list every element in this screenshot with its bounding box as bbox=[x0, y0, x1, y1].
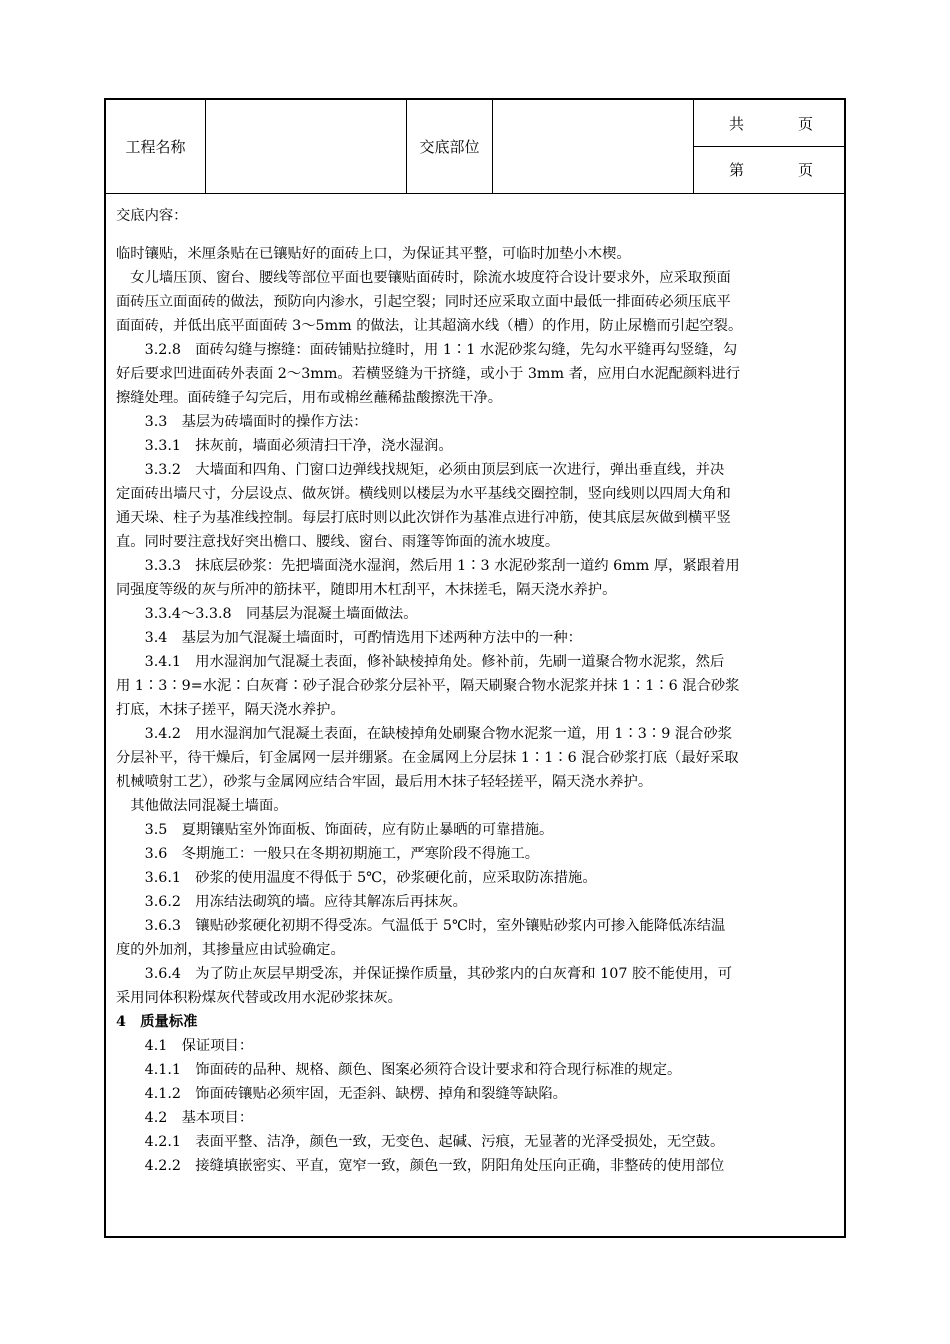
content-line: 3.5 夏期镶贴室外饰面板、饰面砖，应有防止暴晒的可靠措施。 bbox=[116, 822, 554, 838]
content-line: 临时镶贴，米厘条贴在已镶贴好的面砖上口，为保证其平整，可临时加垫小木楔。 bbox=[116, 246, 631, 262]
content-line: 分层补平，待干燥后，钉金属网一层并绷紧。在金属网上分层抹 1∶1∶6 混合砂浆打底（最好采取 bbox=[116, 750, 739, 766]
form-header bbox=[106, 100, 844, 194]
content-line: 用 1∶3∶9=水泥∶白灰膏∶砂子混合砂浆分层补平，隔天刷聚合物水泥浆并抹 1∶1∶6 混合砂浆 bbox=[116, 678, 740, 694]
project-name-field bbox=[206, 100, 407, 193]
page-number-suffix: 页 bbox=[798, 161, 814, 179]
total-pages-suffix: 页 bbox=[798, 115, 814, 133]
content-line: 3.3.4～3.3.8 同基层为混凝土墙面做法。 bbox=[116, 606, 418, 622]
content-line: 4.2 基本项目： bbox=[116, 1110, 254, 1126]
content-line: 其他做法同混凝土墙面。 bbox=[116, 798, 288, 814]
page-number-cell bbox=[694, 146, 844, 193]
content-line: 通天垛、柱子为基准线控制。每层打底时则以此次饼作为基准点进行冲筋，使其底层灰做到横平竖 bbox=[116, 510, 731, 526]
content-line: 3.6.2 用冻结法砌筑的墙。应待其解冻后再抹灰。 bbox=[116, 894, 467, 910]
content-line: 面面砖，并低出底平面面砖 3～5mm 的做法，让其超滴水线（槽）的作用，防止尿檐而引起空裂。 bbox=[116, 318, 743, 334]
content-line: 4.2.1 表面平整、洁净，颜色一致，无变色、起碱、污痕，无显著的光泽受损处，无空鼓。 bbox=[116, 1134, 725, 1150]
content-line: 同强度等级的灰与所冲的筋抹平，随即用木杠刮平，木抹搓毛，隔天浇水养护。 bbox=[116, 582, 617, 598]
handover-part-field bbox=[493, 100, 694, 193]
content-line: 3.6.4 为了防止灰层早期受冻，并保证操作质量，其砂浆内的白灰膏和 107 胶不能使用，可 bbox=[116, 966, 733, 982]
content-line: 4.1.2 饰面砖镶贴必须牢固，无歪斜、缺楞、掉角和裂缝等缺陷。 bbox=[116, 1086, 567, 1102]
content-line: 3.4 基层为加气混凝土墙面时，可酌情选用下述两种方法中的一种： bbox=[116, 630, 582, 646]
content-line: 3.6.1 砂浆的使用温度不得低于 5℃，砂浆硬化前，应采取防冻措施。 bbox=[116, 870, 597, 886]
content-line: 直。同时要注意找好突出檐口、腰线、窗台、雨篷等饰面的流水坡度。 bbox=[116, 534, 560, 550]
content-line: 4.2.2 接缝填嵌密实、平直，宽窄一致，颜色一致，阴阳角处压向正确，非整砖的使用部位 bbox=[116, 1158, 725, 1174]
content-line: 3.3.3 抹底层砂浆：先把墙面浇水湿润，然后用 1∶3 水泥砂浆刮一道约 6mm 厚，紧跟着用 bbox=[116, 558, 740, 574]
content-line: 度的外加剂，其掺量应由试验确定。 bbox=[116, 942, 345, 958]
content-line: 打底，木抹子搓平，隔天浇水养护。 bbox=[116, 702, 345, 718]
content-line: 3.2.8 面砖勾缝与擦缝：面砖铺贴拉缝时，用 1∶1 水泥砂浆勾缝，先勾水平缝再勾竖缝，勾 bbox=[116, 342, 738, 358]
content-line: 3.4.1 用水湿润加气混凝土表面，修补缺棱掉角处。修补前，先刷一道聚合物水泥浆，然后 bbox=[116, 654, 725, 670]
handover-part-label: 交底部位 bbox=[407, 100, 493, 193]
content-line: 采用同体积粉煤灰代替或改用水泥砂浆抹灰。 bbox=[116, 990, 402, 1006]
content-line: 3.6 冬期施工：一般只在冬期初期施工，严寒阶段不得施工。 bbox=[116, 846, 540, 862]
content-line: 面砖压立面面砖的做法，预防向内渗水，引起空裂；同时还应采取立面中最低一排面砖必须压底平 bbox=[116, 294, 731, 310]
content-line: 3.6.3 镶贴砂浆硬化初期不得受冻。气温低于 5℃时，室外镶贴砂浆内可掺入能降低冻结温 bbox=[116, 918, 726, 934]
project-name-label: 工程名称 bbox=[106, 100, 206, 193]
content-line: 3.3 基层为砖墙面时的操作方法： bbox=[116, 414, 368, 430]
content-line: 擦缝处理。面砖缝子勾完后，用布或棉丝蘸稀盐酸擦洗干净。 bbox=[116, 390, 503, 406]
content-line: 机械喷射工艺），砂浆与金属网应结合牢固，最后用木抹子轻轻搓平，隔天浇水养护。 bbox=[116, 774, 653, 790]
content-line: 3.4.2 用水湿润加气混凝土表面，在缺棱掉角处刷聚合物水泥浆一道，用 1∶3∶9 混合砂浆 bbox=[116, 726, 733, 742]
content-line: 4.1.1 饰面砖的品种、规格、颜色、图案必须符合设计要求和符合现行标准的规定。 bbox=[116, 1062, 682, 1078]
content-line: 好后要求凹进面砖外表面 2～3mm。若横竖缝为干挤缝，或小于 3mm 者，应用白水泥配颜料进行 bbox=[116, 366, 741, 382]
content-line: 3.3.2 大墙面和四角、门窗口边弹线找规矩，必须由顶层到底一次进行，弹出垂直线，并决 bbox=[116, 462, 725, 478]
total-pages-cell bbox=[694, 100, 844, 147]
total-pages-prefix: 共 bbox=[729, 115, 745, 133]
page-number-prefix: 第 bbox=[729, 161, 745, 179]
content-line: 定面砖出墙尺寸，分层设点、做灰饼。横线则以楼层为水平基线交圈控制，竖向线则以四周大角和 bbox=[116, 486, 731, 502]
handover-form bbox=[104, 98, 846, 1238]
content-line: 3.3.1 抹灰前，墙面必须清扫干净，浇水湿润。 bbox=[116, 438, 453, 454]
content-line: 女儿墙压顶、窗台、腰线等部位平面也要镶贴面砖时，除流水坡度符合设计要求外，应采取预面 bbox=[116, 270, 731, 286]
content-line: 4.1 保证项目： bbox=[116, 1038, 254, 1054]
section-heading: 4 质量标准 bbox=[116, 1014, 198, 1030]
content-title: 交底内容： bbox=[116, 208, 188, 224]
